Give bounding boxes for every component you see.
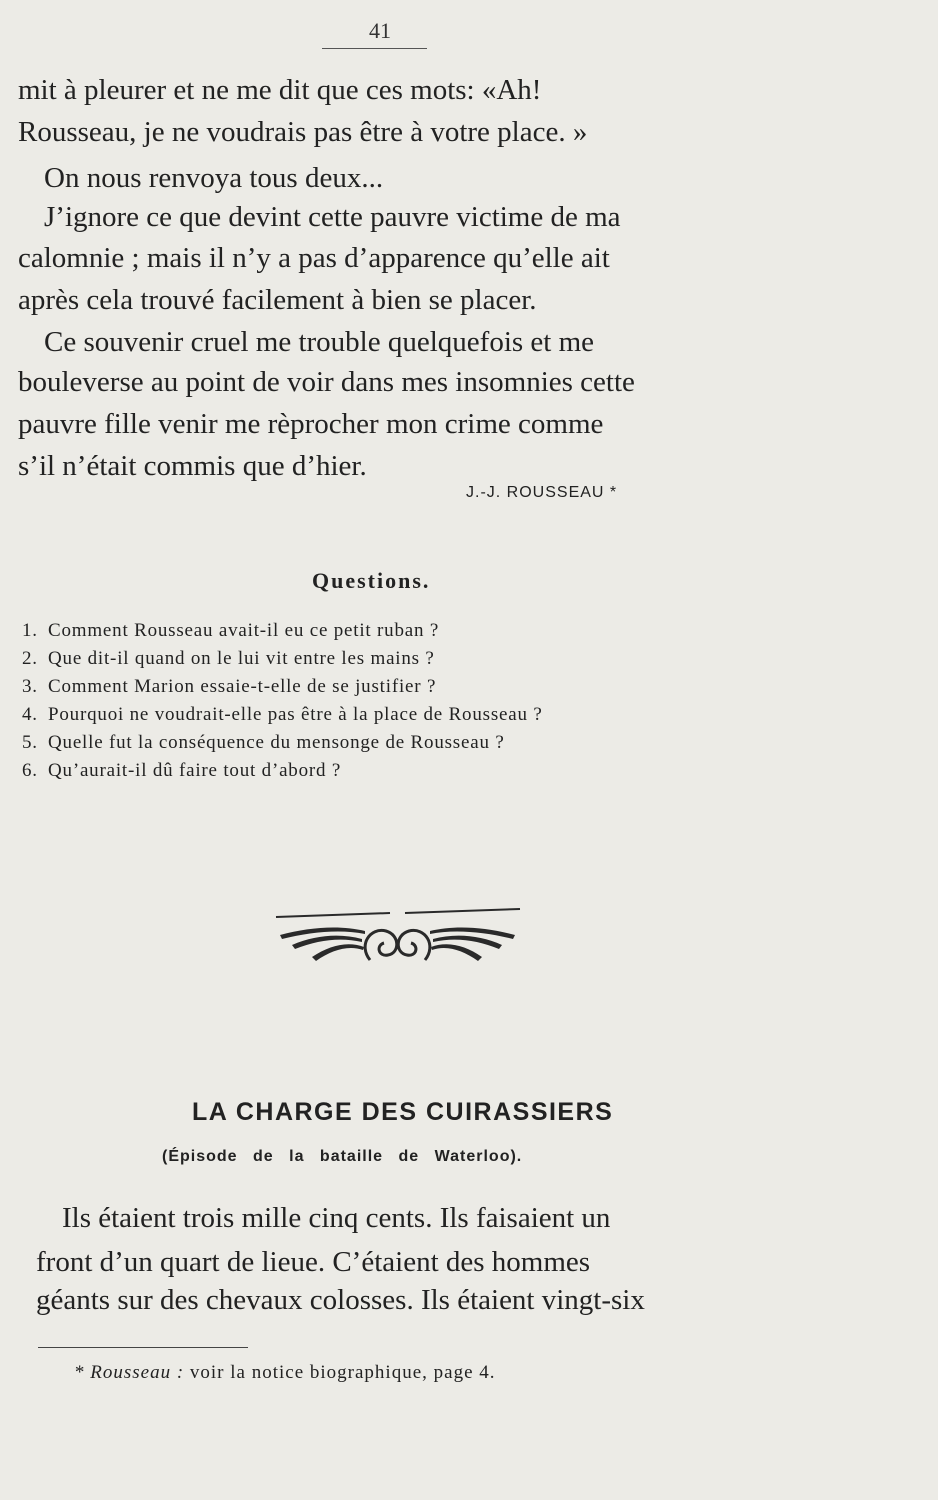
footnote	[74, 1362, 496, 1384]
footnote-rule	[38, 1347, 248, 1348]
question-number: 4.	[22, 704, 38, 725]
passage-line: calomnie ; mais il n’y a pas d’apparence qu’elle ait	[18, 242, 610, 274]
question-item	[22, 760, 341, 782]
question-item	[22, 704, 543, 726]
question-number: 1.	[22, 620, 38, 641]
passage-line: Ce souvenir cruel me trouble quelquefois et me	[44, 326, 595, 358]
question-text: Qu’aurait-il dû faire tout d’abord ?	[48, 760, 342, 781]
question-item	[22, 648, 435, 670]
passage-line: mit à pleurer et ne me dit que ces mots: «Ah!	[18, 74, 542, 106]
question-item	[22, 620, 439, 642]
author-signature: J.-J. ROUSSEAU *	[466, 484, 618, 501]
question-text: Comment Marion essaie-t-elle de se justifier ?	[48, 676, 437, 697]
question-text: Comment Rousseau avait-il eu ce petit ruban ?	[48, 620, 440, 641]
question-number: 3.	[22, 676, 38, 697]
question-number: 5.	[22, 732, 38, 753]
question-text: Que dit-il quand on le lui vit entre les mains ?	[48, 648, 435, 669]
page-number-rule	[322, 48, 427, 49]
passage-line: Rousseau, je ne voudrais pas être à votre place. »	[18, 116, 588, 148]
passage-line: après cela trouvé facilement à bien se placer.	[18, 284, 537, 316]
section-subtitle: (Épisode de la bataille de Waterloo).	[162, 1148, 523, 1165]
question-text: Quelle fut la conséquence du mensonge de Rousseau ?	[48, 732, 505, 753]
question-number: 6.	[22, 760, 38, 781]
section-line: front d’un quart de lieue. C’étaient des hommes	[36, 1246, 591, 1278]
scroll-ornament-icon	[270, 905, 525, 975]
footnote-text: voir la notice biographique, page 4.	[189, 1362, 496, 1383]
question-item	[22, 732, 505, 754]
page-number: 41	[369, 18, 391, 43]
passage-line: bouleverse au point de voir dans mes insomnies cette	[18, 366, 635, 398]
question-text: Pourquoi ne voudrait-elle pas être à la place de Rousseau ?	[48, 704, 543, 725]
section-line: Ils étaient trois mille cinq cents. Ils faisaient un	[62, 1202, 611, 1234]
footnote-marker: * Rousseau :	[74, 1362, 185, 1383]
question-item	[22, 676, 436, 698]
section-line: géants sur des chevaux colosses. Ils étaient vingt-six	[36, 1284, 645, 1316]
question-number: 2.	[22, 648, 38, 669]
passage-line: On nous renvoya tous deux...	[44, 162, 384, 194]
section-title: LA CHARGE DES CUIRASSIERS	[192, 1098, 614, 1126]
passage-line: J’ignore ce que devint cette pauvre victime de ma	[44, 201, 621, 233]
passage-line: pauvre fille venir me rèprocher mon crime comme	[18, 408, 604, 440]
passage-line: s’il n’était commis que d’hier.	[18, 450, 367, 482]
questions-title: Questions.	[312, 568, 431, 593]
